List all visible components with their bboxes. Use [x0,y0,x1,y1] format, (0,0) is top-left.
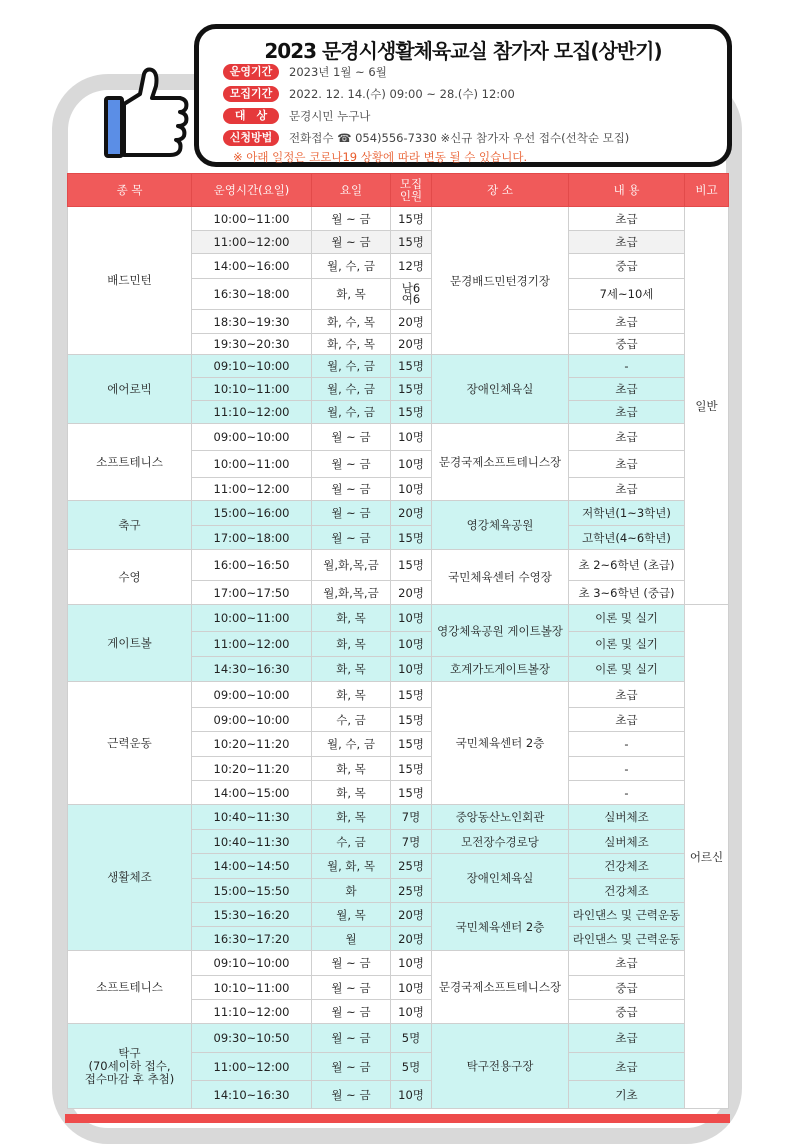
time-cell: 14:00~15:00 [192,781,312,805]
day-cell: 월 ~ 금 [312,526,391,550]
time-cell: 11:00~12:00 [192,1053,312,1081]
content-cell: 라인댄스 및 근력운동 [569,903,685,927]
day-cell: 월 [312,927,391,951]
time-cell: 09:00~10:00 [192,682,312,708]
day-cell: 화, 목 [312,279,391,310]
sport-name-cell: 수영 [68,550,192,605]
capacity-cell: 15명 [391,207,432,231]
content-cell: 초급 [569,451,685,478]
content-cell: 초급 [569,708,685,732]
day-cell: 월, 수, 금 [312,378,391,401]
sport-name-cell: 게이트볼 [68,605,192,682]
capacity-cell: 20명 [391,903,432,927]
day-cell: 월 ~ 금 [312,1000,391,1024]
content-cell: 초급 [569,951,685,976]
capacity-cell: 15명 [391,708,432,732]
content-cell: 초급 [569,207,685,231]
capacity-cell: 7명 [391,805,432,830]
content-cell: 이론 및 실기 [569,657,685,682]
day-cell: 화, 목 [312,605,391,632]
content-cell: - [569,355,685,378]
time-cell: 11:10~12:00 [192,1000,312,1024]
time-cell: 10:00~11:00 [192,207,312,231]
info-row-apply [223,129,629,147]
capacity-cell: 25명 [391,879,432,903]
content-cell: 실버체조 [569,830,685,854]
day-cell: 월 ~ 금 [312,951,391,976]
content-cell: 건강체조 [569,854,685,879]
thumbs-up-icon [100,64,192,164]
content-cell: 중급 [569,254,685,279]
place-cell: 국민체육센터 수영장 [432,550,569,605]
time-cell: 17:00~18:00 [192,526,312,550]
time-cell: 11:00~12:00 [192,231,312,254]
place-cell: 국민체육센터 2층 [432,682,569,805]
capacity-cell: 10명 [391,657,432,682]
time-cell: 17:00~17:50 [192,581,312,605]
header-box [194,24,732,167]
content-cell: 초 2~6학년 (초급) [569,550,685,581]
capacity-cell: 15명 [391,401,432,424]
content-cell: 초급 [569,401,685,424]
info-value: 전화접수 ☎ 054)556-7330 ※신규 참가자 우선 접수(선착순 모집) [289,131,630,145]
header-day: 요일 [312,174,391,207]
sport-name-cell: 근력운동 [68,682,192,805]
capacity-cell: 15명 [391,550,432,581]
capacity-cell: 15명 [391,757,432,781]
sport-name-cell: 소프트테니스 [68,424,192,501]
sport-name-cell: 탁구 (70세이하 접수, 접수마감 후 추첨) [68,1024,192,1109]
day-cell: 화, 목 [312,632,391,657]
content-cell: 초 3~6학년 (중급) [569,581,685,605]
place-cell: 문경국제소프트테니스장 [432,424,569,501]
time-cell: 15:00~15:50 [192,879,312,903]
place-cell: 국민체육센터 2층 [432,903,569,951]
header-time: 운영시간(요일) [192,174,312,207]
day-cell: 월 ~ 금 [312,976,391,1000]
table-row [68,424,729,451]
capacity-cell: 10명 [391,1081,432,1109]
day-cell: 월 ~ 금 [312,231,391,254]
info-row-recruit [223,85,515,103]
day-cell: 월, 수, 금 [312,254,391,279]
bottom-bar [65,1114,730,1123]
content-cell: 중급 [569,976,685,1000]
capacity-cell: 15명 [391,732,432,757]
place-cell: 영강체육공원 게이트볼장 [432,605,569,657]
day-cell: 월 ~ 금 [312,1081,391,1109]
content-cell: 초급 [569,231,685,254]
day-cell: 화, 수, 목 [312,310,391,334]
day-cell: 월,화,목,금 [312,550,391,581]
content-cell: 초급 [569,424,685,451]
place-cell: 장애인체육실 [432,854,569,903]
time-cell: 14:30~16:30 [192,657,312,682]
table-row [68,207,729,231]
info-label: 모집기간 [223,86,279,102]
table-row [68,605,729,632]
info-label: 대 상 [223,108,279,124]
capacity-cell: 10명 [391,951,432,976]
content-cell: 고학년(4~6학년) [569,526,685,550]
time-cell: 10:40~11:30 [192,830,312,854]
content-cell: 초급 [569,1024,685,1053]
table-row [68,951,729,976]
schedule-table [67,173,729,1109]
capacity-cell: 20명 [391,501,432,526]
table-row [68,355,729,378]
time-cell: 10:00~11:00 [192,451,312,478]
day-cell: 월 ~ 금 [312,1053,391,1081]
content-cell: - [569,757,685,781]
content-cell: 초급 [569,478,685,501]
capacity-cell: 남6 여6 [391,279,432,310]
day-cell: 화, 수, 목 [312,334,391,355]
capacity-cell: 12명 [391,254,432,279]
day-cell: 화, 목 [312,657,391,682]
info-value: 2023년 1월 ~ 6월 [289,65,387,79]
info-label: 운영기간 [223,64,279,80]
day-cell: 월 ~ 금 [312,1024,391,1053]
time-cell: 15:30~16:20 [192,903,312,927]
place-cell: 문경배드민턴경기장 [432,207,569,355]
day-cell: 월, 화, 목 [312,854,391,879]
time-cell: 19:30~20:30 [192,334,312,355]
capacity-cell: 20명 [391,927,432,951]
place-cell: 장애인체육실 [432,355,569,424]
time-cell: 09:10~10:00 [192,355,312,378]
capacity-cell: 10명 [391,605,432,632]
content-cell: - [569,781,685,805]
time-cell: 11:10~12:00 [192,401,312,424]
time-cell: 10:20~11:20 [192,732,312,757]
capacity-cell: 25명 [391,854,432,879]
info-value: 문경시민 누구나 [289,109,371,123]
day-cell: 월,화,목,금 [312,581,391,605]
header-content: 내 용 [569,174,685,207]
day-cell: 월 ~ 금 [312,424,391,451]
time-cell: 09:30~10:50 [192,1024,312,1053]
content-cell: 건강체조 [569,879,685,903]
time-cell: 10:10~11:00 [192,378,312,401]
time-cell: 10:10~11:00 [192,976,312,1000]
time-cell: 16:30~17:20 [192,927,312,951]
time-cell: 10:40~11:30 [192,805,312,830]
content-cell: 이론 및 실기 [569,605,685,632]
time-cell: 09:00~10:00 [192,708,312,732]
capacity-cell: 20명 [391,334,432,355]
content-cell: - [569,732,685,757]
time-cell: 14:10~16:30 [192,1081,312,1109]
time-cell: 14:00~14:50 [192,854,312,879]
capacity-cell: 15명 [391,378,432,401]
covid-note: ※ 아래 일정은 코로나19 상황에 따라 변동 될 수 있습니다. [233,150,528,164]
place-cell: 문경국제소프트테니스장 [432,951,569,1024]
content-cell: 이론 및 실기 [569,632,685,657]
day-cell: 월 ~ 금 [312,478,391,501]
place-cell: 모전장수경로당 [432,830,569,854]
day-cell: 수, 금 [312,830,391,854]
header-place: 장 소 [432,174,569,207]
day-cell: 월, 수, 금 [312,355,391,378]
content-cell: 저학년(1~3학년) [569,501,685,526]
remark-cell: 일반 [685,207,729,605]
capacity-cell: 5명 [391,1053,432,1081]
day-cell: 월 ~ 금 [312,451,391,478]
place-cell: 중앙동산노인회관 [432,805,569,830]
capacity-cell: 15명 [391,781,432,805]
time-cell: 15:00~16:00 [192,501,312,526]
time-cell: 09:10~10:00 [192,951,312,976]
table-row [68,682,729,708]
content-cell: 라인댄스 및 근력운동 [569,927,685,951]
capacity-cell: 10명 [391,1000,432,1024]
header-remark: 비고 [685,174,729,207]
table-row [68,1024,729,1053]
day-cell: 화 [312,879,391,903]
day-cell: 화, 목 [312,682,391,708]
capacity-cell: 10명 [391,424,432,451]
capacity-cell: 5명 [391,1024,432,1053]
content-cell: 중급 [569,1000,685,1024]
capacity-cell: 15명 [391,231,432,254]
sport-name-cell: 에어로빅 [68,355,192,424]
info-row-period [223,63,387,81]
day-cell: 수, 금 [312,708,391,732]
content-cell: 초급 [569,310,685,334]
capacity-cell: 10명 [391,976,432,1000]
place-cell: 영강체육공원 [432,501,569,550]
content-cell: 초급 [569,378,685,401]
content-cell: 중급 [569,334,685,355]
table-row [68,805,729,830]
remark-cell: 어르신 [685,605,729,1109]
day-cell: 월 ~ 금 [312,501,391,526]
time-cell: 10:00~11:00 [192,605,312,632]
time-cell: 16:30~18:00 [192,279,312,310]
sport-name-cell: 생활체조 [68,805,192,951]
day-cell: 화, 목 [312,781,391,805]
day-cell: 화, 목 [312,757,391,781]
table-row [68,550,729,581]
day-cell: 월, 목 [312,903,391,927]
day-cell: 월, 수, 금 [312,732,391,757]
capacity-cell: 7명 [391,830,432,854]
page-title: 2023 문경시생활체육교실 참가자 모집(상반기) [264,39,662,63]
time-cell: 11:00~12:00 [192,632,312,657]
table-row [68,501,729,526]
place-cell: 탁구전용구장 [432,1024,569,1109]
time-cell: 18:30~19:30 [192,310,312,334]
capacity-cell: 10명 [391,632,432,657]
header-sport: 종 목 [68,174,192,207]
sport-name-cell: 배드민턴 [68,207,192,355]
header-capacity: 모집 인원 [391,174,432,207]
content-cell: 기초 [569,1081,685,1109]
sport-name-cell: 축구 [68,501,192,550]
capacity-cell: 10명 [391,451,432,478]
info-value: 2022. 12. 14.(수) 09:00 ~ 28.(수) 12:00 [289,87,515,101]
capacity-cell: 15명 [391,682,432,708]
content-cell: 실버체조 [569,805,685,830]
time-cell: 11:00~12:00 [192,478,312,501]
content-cell: 초급 [569,682,685,708]
time-cell: 16:00~16:50 [192,550,312,581]
time-cell: 14:00~16:00 [192,254,312,279]
table-header-row [68,174,729,207]
day-cell: 월 ~ 금 [312,207,391,231]
info-row-target [223,107,370,125]
day-cell: 월, 수, 금 [312,401,391,424]
capacity-cell: 20명 [391,581,432,605]
capacity-cell: 15명 [391,526,432,550]
capacity-cell: 20명 [391,310,432,334]
info-label: 신청방법 [223,130,279,146]
capacity-cell: 15명 [391,355,432,378]
time-cell: 10:20~11:20 [192,757,312,781]
content-cell: 초급 [569,1053,685,1081]
content-cell: 7세~10세 [569,279,685,310]
sport-name-cell: 소프트테니스 [68,951,192,1024]
capacity-cell: 10명 [391,478,432,501]
time-cell: 09:00~10:00 [192,424,312,451]
day-cell: 화, 목 [312,805,391,830]
place-cell: 호계가도게이트볼장 [432,657,569,682]
